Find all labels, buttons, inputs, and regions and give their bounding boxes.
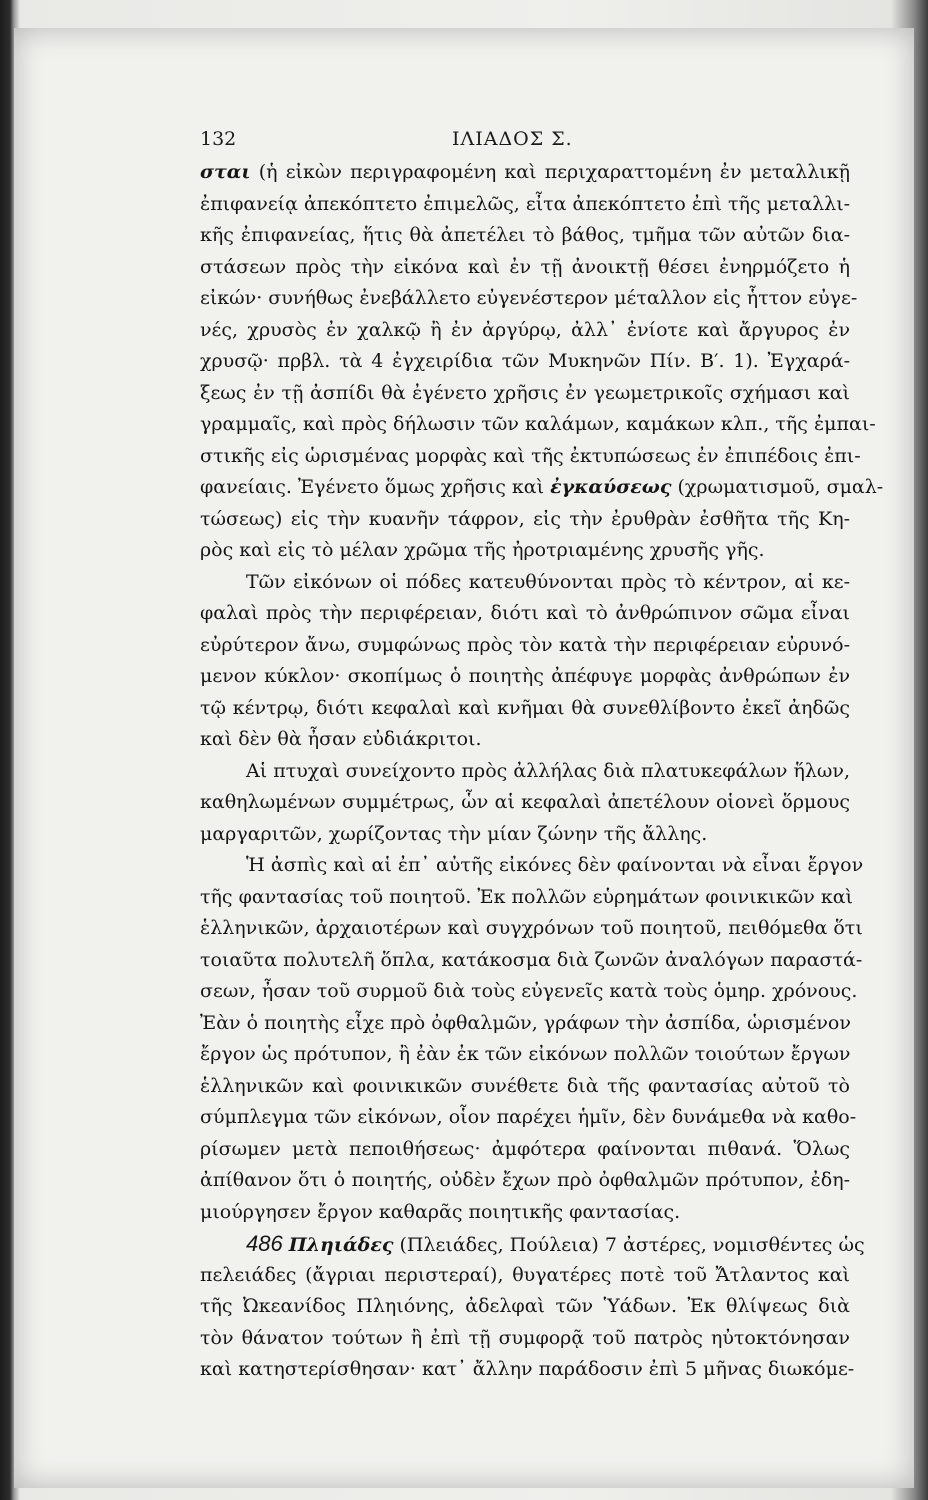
text-line: [200, 976, 858, 1008]
text-run: γραμμαῖς, καὶ πρὸς δήλωσιν τῶν καλάμων, καμάκων κλπ., τῆς ἐμπαι-: [200, 413, 876, 435]
paragraph: [200, 157, 884, 567]
text-run: (ἡ εἰκὼν περιγραφομένη καὶ περιχαραττομένη ἐν μεταλλικῇ: [250, 161, 850, 183]
text-line: [200, 441, 861, 473]
text-run: ἔργον ὡς πρότυπον, ἢ ἐὰν ἐκ τῶν εἰκόνων πολλῶν τοιούτων ἔργων: [200, 1043, 851, 1065]
text-line: [200, 1165, 850, 1197]
text-run: μιούργησεν ἔργον καθαρᾶς ποιητικῆς φαντασίας.: [200, 1200, 681, 1223]
text-line: [200, 567, 850, 599]
text-line: [200, 189, 850, 221]
text-line: [200, 472, 884, 504]
text-run: τῆς Ὠκεανίδος Πληιόνης, ἀδελφαὶ τῶν Ὑάδων. Ἐκ θλίψεως διὰ: [200, 1295, 850, 1317]
text-run: ἐπιφανείᾳ ἀπεκόπτετο ἐπιμελῶς, εἶτα ἀπεκόπτετο ἐπὶ τῆς μεταλλι-: [200, 192, 851, 215]
paragraph: [200, 850, 864, 1228]
text-line: [200, 1134, 850, 1166]
text-line: [200, 1260, 850, 1292]
running-title: ΙΛΙΑΔΟΣ Σ.: [452, 128, 573, 150]
text-run: τοιαῦτα πολυτελῆ ὅπλα, κατάκοσμα διὰ ζωνῶν ἀναλόγων παραστά-: [200, 948, 863, 971]
text-run: ρίσωμεν μετὰ πεποιθήσεως· ἀμφότερα φαίνονται πιθανά. Ὅλως: [200, 1137, 850, 1160]
text-line: [200, 378, 850, 410]
text-line: [200, 787, 850, 819]
text-run: (χρωματισμοῦ, σμαλ-: [671, 476, 884, 498]
text-line: [200, 598, 850, 630]
text-run: καθηλωμένων συμμέτρως, ὧν αἱ κεφαλαὶ ἀπετέλουν οἱονεὶ ὅρμους: [200, 791, 850, 813]
emphasized-term: σται: [200, 161, 251, 183]
text-line: [200, 1102, 857, 1134]
text-run: ἑλληνικῶν, ἀρχαιοτέρων καὶ συγχρόνων τοῦ ποιητοῦ, πειθόμεθα ὅτι: [200, 917, 863, 939]
text-run: τώσεως) εἰς τὴν κυανῆν τάφρον, εἰς τὴν ἐρυθρὰν ἐσθῆτα τῆς Κη-: [200, 507, 850, 530]
text-line: [200, 1228, 865, 1260]
text-line: [200, 220, 850, 252]
text-run: νές, χρυσὸς ἐν χαλκῷ ἢ ἐν ἀργύρῳ, ἀλλ᾽ ἐνίοτε καὶ ἄργυρος ἐν: [200, 318, 850, 341]
text-run: Αἱ πτυχαὶ συνείχοντο πρὸς ἀλλήλας διὰ πλατυκεφάλων ἥλων,: [246, 759, 850, 782]
text-run: τῆς φαντασίας τοῦ ποιητοῦ. Ἐκ πολλῶν εὑρημάτων φοινικικῶν καὶ: [200, 885, 853, 908]
text-line: [200, 157, 850, 189]
paragraph: [200, 1228, 865, 1386]
text-run: φαλαὶ πρὸς τὴν περιφέρειαν, διότι καὶ τὸ ἀνθρώπινον σῶμα εἶναι: [200, 602, 850, 624]
text-line: [200, 1008, 850, 1040]
text-run: στικῆς εἰς ὡρισμένας μορφὰς καὶ τῆς ἐκτυπώσεως ἐν ἐπιπέδοις ἐπι-: [200, 444, 861, 467]
text-run: Τῶν εἰκόνων οἱ πόδες κατευθύνονται πρὸς τὸ κέντρον, αἱ κε-: [246, 570, 850, 593]
text-line: [200, 1354, 855, 1386]
text-line: [200, 252, 850, 284]
verse-number: 486: [246, 1231, 283, 1256]
text-run: σύμπλεγμα τῶν εἰκόνων, οἷον παρέχει ἡμῖν, δὲν δυνάμεθα νὰ καθο-: [200, 1106, 857, 1128]
text-line: [200, 630, 850, 662]
text-line: [200, 1323, 850, 1355]
text-line: [200, 535, 850, 567]
text-run: φανείαις. Ἐγένετο ὅμως χρῆσις καὶ: [200, 476, 551, 498]
text-line: [200, 850, 864, 882]
text-line: [200, 756, 850, 788]
text-run: καὶ δὲν θὰ ἦσαν εὐδιάκριτοι.: [200, 728, 482, 750]
commentary-text: [200, 157, 884, 1386]
text-run: πελειάδες (ἄγριαι περιστεραί), θυγατέρες ποτὲ τοῦ Ἄτλαντος καὶ: [200, 1263, 850, 1286]
text-run: ἑλληνικῶν καὶ φοινικικῶν συνέθετε διὰ τῆς φαντασίας αὐτοῦ τὸ: [200, 1074, 850, 1097]
text-line: [200, 346, 850, 378]
text-line: [200, 724, 850, 756]
text-line: [200, 283, 858, 315]
text-line: [200, 1039, 850, 1071]
text-line: [200, 819, 850, 851]
text-run: στάσεων πρὸς τὴν εἰκόνα καὶ ἐν τῇ ἀνοικτῇ θέσει ἐνηρμόζετο ἡ: [200, 255, 850, 278]
text-run: χρυσῷ· πρβλ. τὰ 4 ἐγχειρίδια τῶν Μυκηνῶν Πίν. Β′. 1). Ἐγχαρά-: [200, 350, 850, 372]
text-run: Ἡ ἀσπὶς καὶ αἱ ἐπ᾽ αὐτῆς εἰκόνες δὲν φαίνονται νὰ εἶναι ἔργον: [246, 854, 864, 876]
text-run: εἰκών· συνήθως ἐνεβάλλετο εὐγενέστερον μέταλλον εἰς ἧττον εὐγε-: [200, 287, 858, 309]
text-line: [200, 945, 863, 977]
text-line: [200, 409, 876, 441]
text-line: [200, 1071, 850, 1103]
text-line: [200, 882, 853, 914]
text-line: [200, 504, 850, 536]
text-line: [200, 661, 850, 693]
text-run: ἀπίθανον ὅτι ὁ ποιητής, οὐδὲν ἔχων πρὸ ὀφθαλμῶν πρότυπον, ἐδη-: [200, 1169, 850, 1191]
text-run: μαργαριτῶν, χωρίζοντας τὴν μίαν ζώνην τῆς ἄλλης.: [200, 822, 708, 845]
text-run: ρὸς καὶ εἰς τὸ μέλαν χρῶμα τῆς ἠροτριαμένης χρυσῆς γῆς.: [200, 539, 765, 561]
emphasized-term: ἐγκαύσεως: [550, 476, 672, 498]
text-line: [200, 1197, 850, 1229]
text-line: [200, 913, 863, 945]
text-run: κῆς ἐπιφανείας, ἥτις θὰ ἀπετέλει τὸ βάθος, τμῆμα τῶν αὐτῶν δια-: [200, 224, 850, 246]
page-number: 132: [200, 128, 237, 150]
text-run: καὶ κατηστερίσθησαν· κατ᾽ ἄλλην παράδοσιν ἐπὶ 5 μῆνας διωκόμε-: [200, 1358, 855, 1380]
text-run: (Πλειάδες, Πούλεια) 7 ἀστέρες, νομισθέντες ὡς: [393, 1234, 865, 1256]
text-line: [200, 693, 850, 725]
text-run: μενον κύκλον· σκοπίμως ὁ ποιητὴς ἀπέφυγε μορφὰς ἀνθρώπων ἐν: [200, 665, 850, 687]
emphasized-term: Πληιάδες: [288, 1234, 394, 1256]
text-line: [200, 1291, 850, 1323]
text-run: Ἐὰν ὁ ποιητὴς εἶχε πρὸ ὀφθαλμῶν, γράφων τὴν ἀσπίδα, ὡρισμένον: [200, 1011, 851, 1034]
text-run: τὸν θάνατον τούτων ἢ ἐπὶ τῇ συμφορᾷ τοῦ πατρὸς ηὐτοκτόνησαν: [200, 1326, 850, 1349]
page-header: [200, 128, 860, 152]
paragraph: [200, 567, 850, 756]
text-run: σεων, ἦσαν τοῦ συρμοῦ διὰ τοὺς εὐγενεῖς κατὰ τοὺς ὁμηρ. χρόνους.: [200, 980, 858, 1002]
paragraph: [200, 756, 850, 851]
text-run: τῷ κέντρῳ, διότι κεφαλαὶ καὶ κνῆμαι θὰ συνεθλίβοντο ἐκεῖ ἀηδῶς: [200, 696, 850, 719]
text-run: ξεως ἐν τῇ ἀσπίδι θὰ ἐγένετο χρῆσις ἐν γεωμετρικοῖς σχήμασι καὶ: [200, 381, 850, 404]
text-run: εὐρύτερον ἄνω, συμφώνως πρὸς τὸν κατὰ τὴν περιφέρειαν εὐρυνό-: [200, 633, 850, 656]
text-line: [200, 315, 850, 347]
